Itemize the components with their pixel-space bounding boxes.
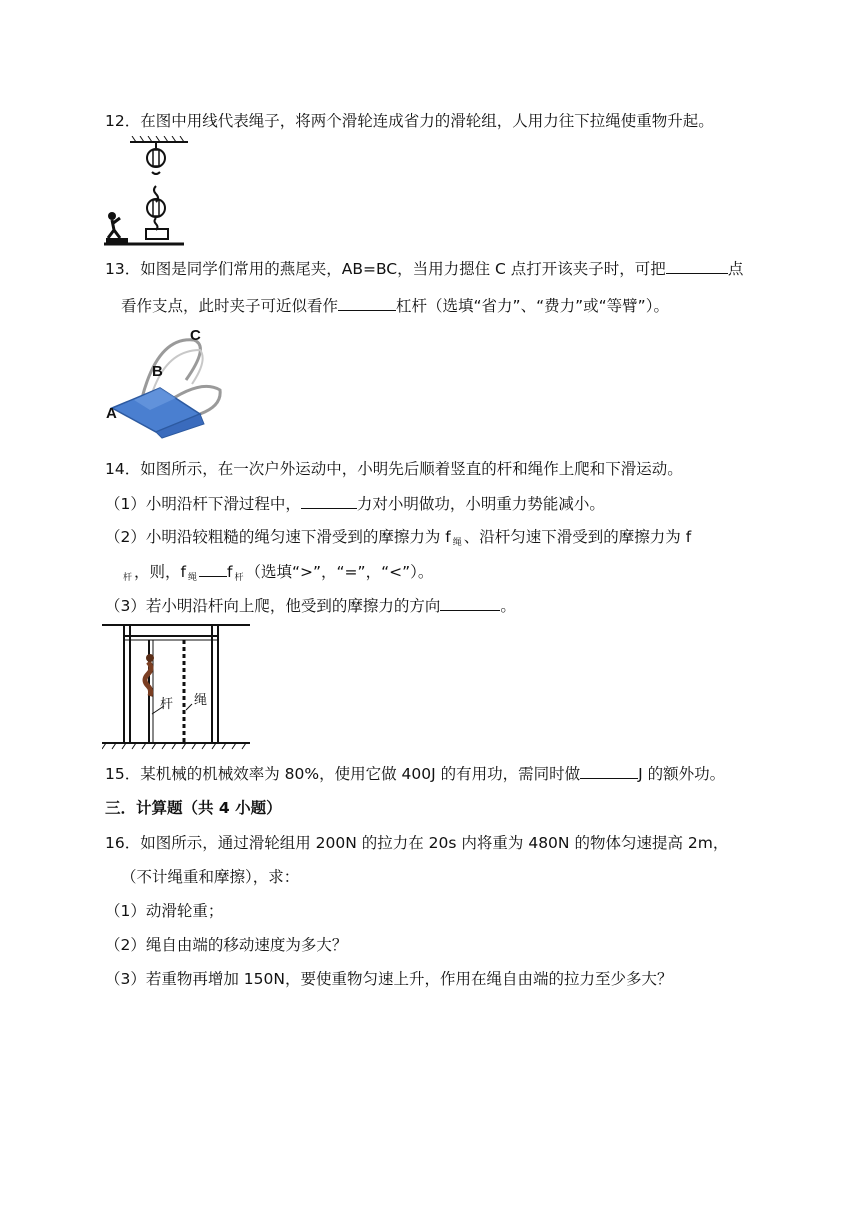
question-15-text-a: 15．某机械的机械效率为 80%，使用它做 400J 的有用功，需同时做	[105, 765, 581, 783]
question-12-text: 12．在图中用线代表绳子，将两个滑轮连成省力的滑轮组，人用力往下拉绳使重物升起。	[105, 112, 714, 130]
question-14-part2-line2	[121, 560, 433, 589]
question-14-part2-e: （选填“>”，“=”，“<”）。	[245, 563, 434, 581]
answer-blank-14-3[interactable]	[440, 594, 500, 611]
question-15-text-b: J 的额外功。	[638, 765, 726, 783]
subscript-rope: 绳	[452, 538, 462, 548]
question-14-part1	[105, 492, 605, 515]
question-14-part2-a: （2）小明沿较粗糙的绳匀速下滑受到的摩擦力为 f	[105, 528, 451, 546]
question-13-text-a: 13．如图是同学们常用的燕尾夹，AB=BC，当用力摁住 C 点打开该夹子时，可把	[105, 260, 666, 278]
pole-label: 杆	[160, 697, 174, 712]
answer-blank-13a[interactable]	[666, 257, 728, 274]
question-13-text-d: 杠杆（选填“省力”、“费力”或“等臂”）。	[396, 297, 669, 315]
answer-blank-15[interactable]	[580, 762, 638, 779]
question-14-part1-a: （1）小明沿杆下滑过程中，	[105, 495, 301, 513]
question-13-line2	[121, 294, 669, 317]
pulley-figure	[104, 136, 188, 248]
question-16-part2: （2）绳自由端的移动速度为多大？	[105, 936, 348, 954]
clip-label-c: C	[190, 327, 201, 344]
question-14-stem: 14．如图所示，在一次户外运动中，小明先后顺着竖直的杆和绳作上爬和下滑运动。	[105, 460, 683, 478]
question-14-part2-d: f	[227, 563, 233, 581]
subscript-rope-2: 绳	[187, 573, 197, 583]
pole-rope-figure	[102, 622, 252, 750]
subscript-pole-2: 杆	[234, 573, 244, 583]
section-3-heading: 三．计算题（共 4 小题）	[105, 799, 282, 817]
answer-blank-13b[interactable]	[338, 294, 396, 311]
question-16-line2: （不计绳重和摩擦），求：	[121, 868, 300, 886]
question-16-line1: 16．如图所示，通过滑轮组用 200N 的拉力在 20s 内将重为 480N 的物体匀速提高 2m，	[105, 834, 729, 852]
rope-label: 绳	[194, 693, 208, 708]
question-16-part1: （1）动滑轮重；	[105, 902, 224, 920]
question-14-part3-a: （3）若小明沿杆向上爬，他受到的摩擦力的方向	[105, 597, 441, 615]
question-14-part3	[105, 594, 516, 617]
question-14-part2-b: 、沿杆匀速下滑受到的摩擦力为 f	[463, 528, 692, 546]
answer-blank-14-2[interactable]	[199, 560, 227, 577]
question-14-part3-b: 。	[500, 597, 516, 615]
question-16-part3: （3）若重物再增加 150N，要使重物匀速上升，作用在绳自由端的拉力至少多大？	[105, 970, 673, 988]
binder-clip-figure	[104, 326, 236, 440]
question-14-part2-c: ，则，f	[134, 563, 186, 581]
clip-label-a: A	[106, 405, 117, 422]
question-13-text-c: 看作支点，此时夹子可近似看作	[121, 297, 339, 315]
question-13-text-b: 点	[727, 260, 744, 278]
subscript-pole-1: 杆	[123, 573, 133, 583]
answer-blank-14-1[interactable]	[301, 492, 357, 509]
question-13-line1	[105, 257, 743, 280]
question-15-text	[105, 762, 725, 785]
question-14-part1-b: 力对小明做功，小明重力势能减小。	[356, 495, 605, 513]
question-14-part2-line1	[105, 526, 691, 554]
clip-label-b: B	[152, 363, 163, 380]
